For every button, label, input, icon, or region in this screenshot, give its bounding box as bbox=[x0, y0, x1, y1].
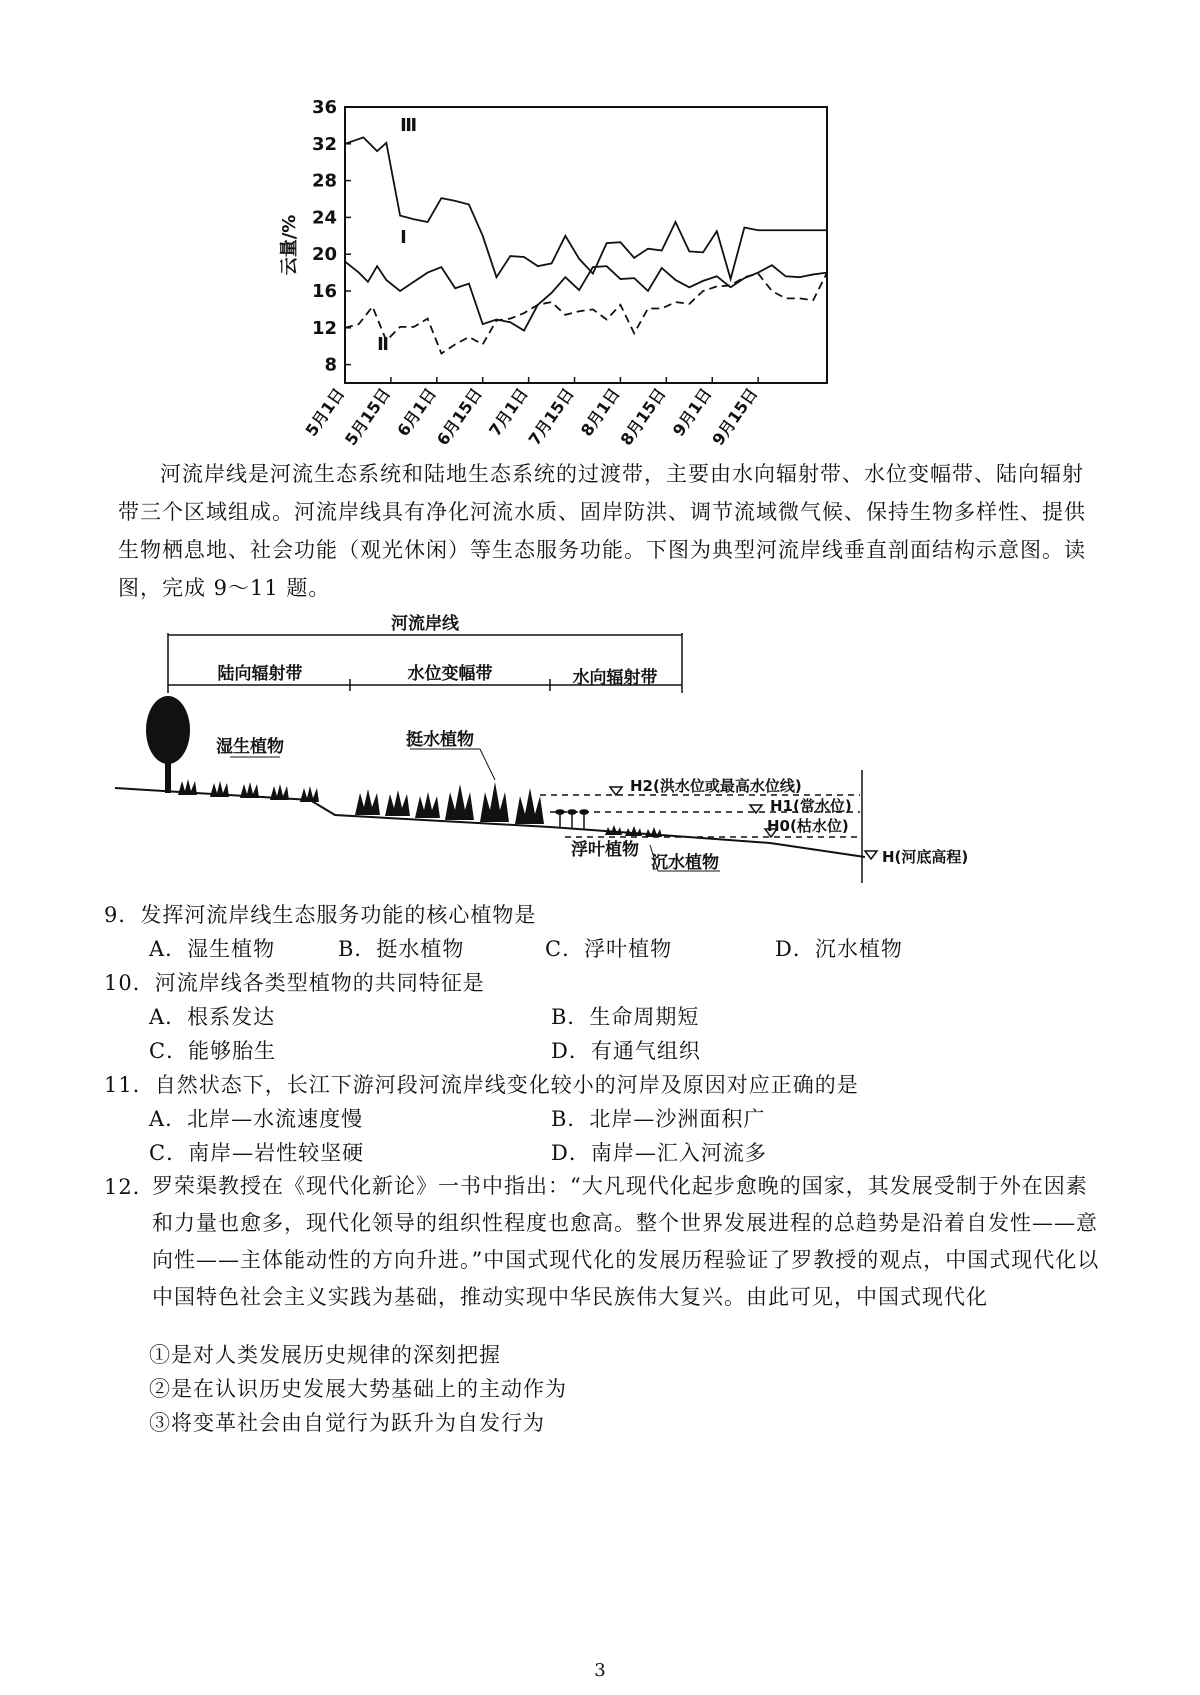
q11-option-a[interactable]: A．北岸—水流速度慢 bbox=[149, 1107, 364, 1131]
q9-stem: 9．发挥河流岸线生态服务功能的核心植物是 bbox=[104, 903, 537, 927]
label-land-zone: 陆向辐射带 bbox=[217, 664, 303, 684]
tree-icon bbox=[146, 696, 190, 793]
plot-frame bbox=[345, 107, 827, 383]
q12-statement-2: ②是在认识历史发展大势基础上的主动作为 bbox=[149, 1377, 567, 1401]
x-tick-label: 9月15日 bbox=[708, 384, 762, 449]
q9-option-a[interactable]: A．湿生植物 bbox=[149, 937, 276, 961]
y-tick-label: 28 bbox=[311, 170, 337, 192]
q9-option-d[interactable]: D．沉水植物 bbox=[775, 937, 903, 961]
label-h: H(河底高程) bbox=[882, 848, 969, 866]
series-label: Ⅲ bbox=[400, 114, 418, 136]
series-line-1 bbox=[345, 262, 827, 331]
intro-paragraph: 河流岸线是河流生态系统和陆地生态系统的过渡带，主要由水向辐射带、水位变幅带、陆向辐射带三个区域组成。河流岸线具有净化河流水质、固岸防洪、调节流域微气候、保持生物多样性、提供生物栖息地、社会功能（观光休闲）等生态服务功能。下图为典型河流岸线垂直剖面结构示意图。读图，完成 9～11 题。 bbox=[118, 462, 1086, 600]
q10-option-c[interactable]: C．能够胎生 bbox=[149, 1039, 277, 1063]
q12-statement-1: ①是对人类发展历史规律的深刻把握 bbox=[149, 1343, 501, 1367]
q10-option-a[interactable]: A．根系发达 bbox=[149, 1005, 276, 1029]
y-tick-label: 16 bbox=[311, 281, 337, 302]
series-label: Ⅰ bbox=[400, 227, 407, 249]
q9-option-b[interactable]: B．挺水植物 bbox=[338, 937, 465, 961]
series-line-3 bbox=[345, 137, 827, 279]
page-number: 3 bbox=[594, 1660, 606, 1681]
label-wet-plants: 湿生植物 bbox=[216, 737, 284, 757]
q11-option-b[interactable]: B．北岸—沙洲面积广 bbox=[551, 1107, 766, 1131]
x-tick-label: 6月15日 bbox=[432, 384, 486, 449]
y-tick-label: 20 bbox=[311, 244, 337, 266]
label-h1: H1(常水位) bbox=[770, 797, 852, 815]
q12-stem: 罗荣渠教授在《现代化新论》一书中指出：“大凡现代化起步愈晚的国家，其发展受制于外在因素和力量也愈多，现代化领导的组织性程度也愈高。整个世界发展进程的总趋势是沿着自发性——意向性——主体能动性的方向升进。”中国式现代化的发展历程验证了罗教授的观点，中国式现代化以中国特色社会主义实践为基础，推动实现中华民族伟大复兴。由此可见，中国式现代化 bbox=[152, 1174, 1100, 1309]
series-line-2 bbox=[345, 273, 827, 354]
y-tick-label: 36 bbox=[311, 97, 337, 118]
label-h0: H0(枯水位) bbox=[767, 817, 849, 835]
cloud-cover-chart bbox=[270, 95, 910, 515]
submerged-plants-icon bbox=[605, 825, 662, 837]
y-axis-label: 云量/% bbox=[279, 214, 300, 276]
riverbank-profile-diagram bbox=[110, 605, 1110, 905]
y-tick-label: 24 bbox=[311, 207, 337, 229]
label-emergent-plants: 挺水植物 bbox=[406, 730, 474, 750]
label-floating-plants: 浮叶植物 bbox=[571, 840, 639, 860]
x-tick-label: 8月1日 bbox=[577, 384, 624, 440]
x-tick-label: 7月15日 bbox=[524, 384, 578, 449]
q9-option-c[interactable]: C．浮叶植物 bbox=[545, 937, 673, 961]
q10-stem: 10．河流岸线各类型植物的共同特征是 bbox=[104, 971, 485, 995]
q12-number: 12． bbox=[104, 1175, 155, 1199]
q11-option-d[interactable]: D．南岸—汇入河流多 bbox=[551, 1141, 767, 1165]
label-water-zone: 水向辐射带 bbox=[572, 668, 658, 688]
q12-statement-3: ③将变革社会由自觉行为跃升为自发行为 bbox=[149, 1411, 545, 1435]
x-tick-label: 8月15日 bbox=[616, 384, 670, 449]
x-tick-label: 5月1日 bbox=[301, 384, 349, 440]
q11-option-c[interactable]: C．南岸—岩性较坚硬 bbox=[149, 1141, 365, 1165]
x-tick-label: 6月1日 bbox=[393, 384, 441, 440]
x-tick-label: 5月15日 bbox=[341, 384, 395, 449]
y-tick-label: 32 bbox=[311, 133, 337, 155]
y-tick-label: 8 bbox=[324, 354, 337, 376]
x-tick-label: 7月1日 bbox=[485, 384, 532, 440]
q10-option-d[interactable]: D．有通气组织 bbox=[551, 1039, 701, 1063]
series-label: Ⅱ bbox=[377, 333, 389, 355]
label-submerged-plants: 沉水植物 bbox=[651, 853, 719, 873]
x-tick-label: 9月1日 bbox=[668, 384, 716, 440]
q10-option-b[interactable]: B．生命周期短 bbox=[551, 1005, 700, 1029]
label-riverbank: 河流岸线 bbox=[391, 614, 459, 634]
label-h2: H2(洪水位或最高水位线) bbox=[630, 777, 802, 795]
label-fluctuation-zone: 水位变幅带 bbox=[407, 664, 493, 684]
y-tick-label: 12 bbox=[311, 317, 337, 339]
q11-stem: 11．自然状态下，长江下游河段河流岸线变化较小的河岸及原因对应正确的是 bbox=[104, 1073, 859, 1097]
